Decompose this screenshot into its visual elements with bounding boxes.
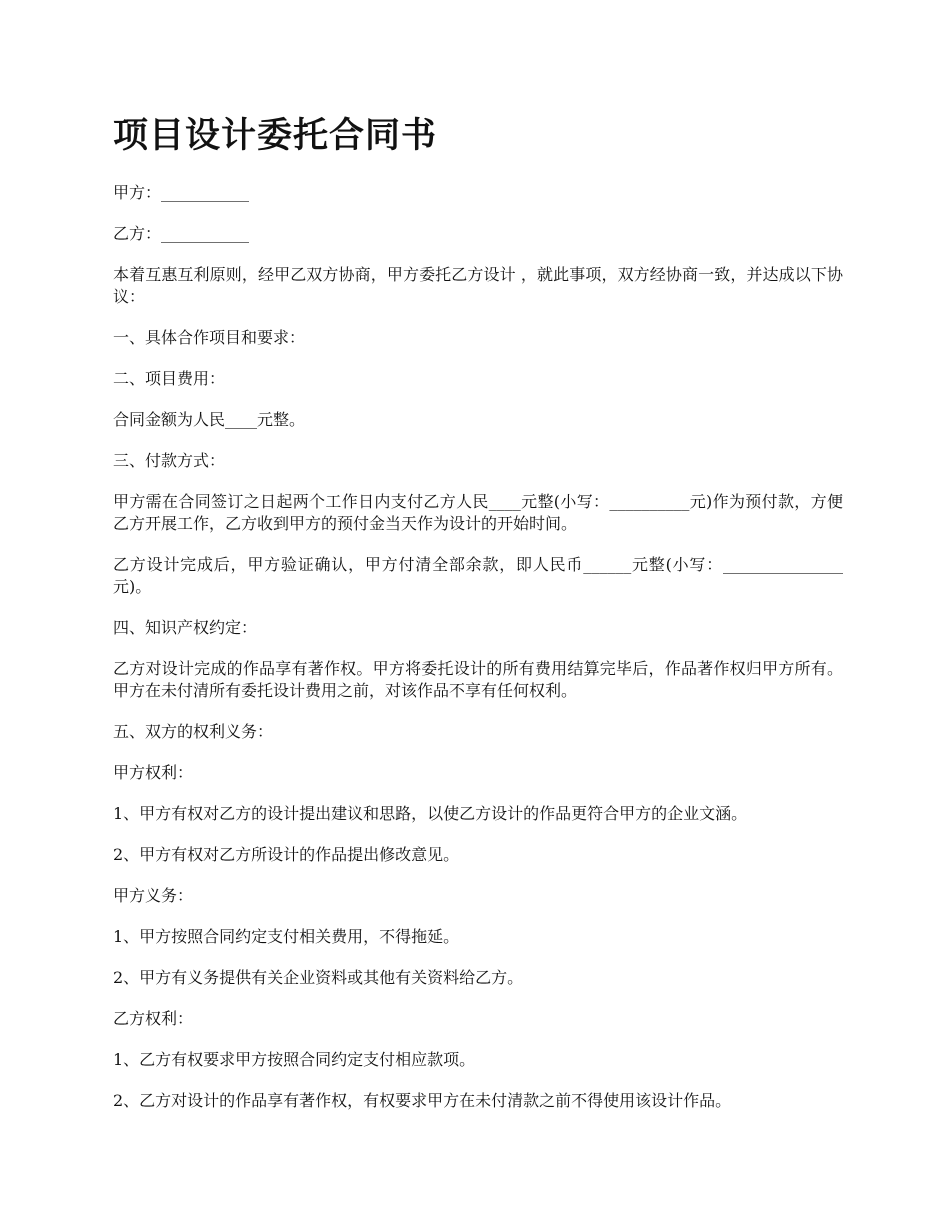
party-a-duties-heading: 甲方义务： bbox=[113, 886, 194, 905]
party-b-rights-heading: 乙方权利： bbox=[113, 1009, 194, 1028]
party-a-duty-2: 2、甲方有义务提供有关企业资料或其他有关资料给乙方。 bbox=[113, 968, 524, 987]
party-b-right-1: 1、乙方有权要求甲方按照合同约定支付相应款项。 bbox=[113, 1050, 476, 1069]
preamble-paragraph: 本着互惠互利原则，经甲乙双方协商，甲方委托乙方设计 ，就此事项，双方经协商一致，并达成以下协议： bbox=[113, 265, 843, 306]
section-heading-1: 一、具体合作项目和要求： bbox=[113, 328, 306, 347]
party-a-rights-heading: 甲方权利： bbox=[113, 763, 194, 782]
party-a-right-1: 1、甲方有权对乙方的设计提出建议和思路，以使乙方设计的作品更符合甲方的企业文涵。 bbox=[113, 804, 748, 823]
contract-amount-paragraph: 合同金额为人民____元整。 bbox=[113, 410, 306, 429]
final-payment-paragraph: 乙方设计完成后，甲方验证确认，甲方付清全部余款，即人民币______元整(小写：_______________元)。 bbox=[113, 555, 843, 596]
section-heading-4: 四、知识产权约定： bbox=[113, 618, 258, 637]
party-a-right-2: 2、甲方有权对乙方所设计的作品提出修改意见。 bbox=[113, 845, 460, 864]
party-b-line: 乙方：___________ bbox=[113, 224, 250, 243]
copyright-paragraph: 乙方对设计完成的作品享有著作权。甲方将委托设计的所有费用结算完毕后，作品著作权归甲方所有。甲方在未付清所有委托设计费用之前，对该作品不享有任何权利。 bbox=[113, 659, 843, 700]
party-a-duty-1: 1、甲方按照合同约定支付相关费用，不得拖延。 bbox=[113, 927, 460, 946]
document-body bbox=[113, 182, 843, 1112]
section-heading-5: 五、双方的权利义务： bbox=[113, 722, 274, 741]
section-heading-2: 二、项目费用： bbox=[113, 369, 226, 388]
prepayment-paragraph: 甲方需在合同签订之日起两个工作日内支付乙方人民____元整(小写：__________元)作为预付款，方便乙方开展工作，乙方收到甲方的预付金当天作为设计的开始时间。 bbox=[113, 492, 843, 533]
party-a-line: 甲方：___________ bbox=[113, 183, 250, 202]
document-title: 项目设计委托合同书 bbox=[113, 116, 438, 156]
section-heading-3: 三、付款方式： bbox=[113, 451, 226, 470]
party-b-right-2: 2、乙方对设计的作品享有著作权，有权要求甲方在未付清款之前不得使用该设计作品。 bbox=[113, 1091, 732, 1110]
document-page bbox=[113, 112, 843, 1131]
